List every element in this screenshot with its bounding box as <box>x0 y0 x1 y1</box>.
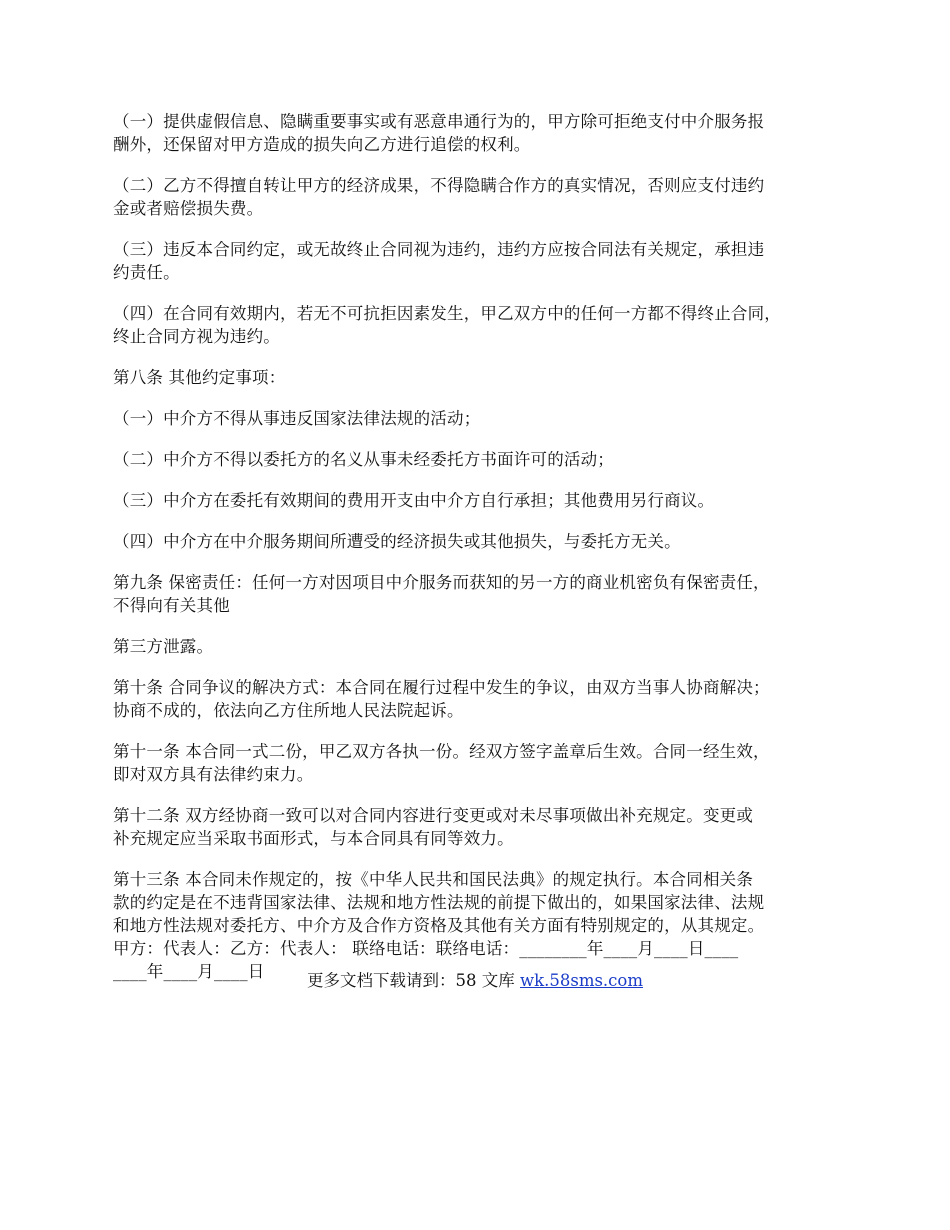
paragraph-line: （三）违反本合同约定，或无故终止合同视为违约，违约方应按合同法有关规定，承担违 <box>113 240 765 259</box>
paragraph-line: 约责任。 <box>113 263 180 282</box>
article-9 <box>113 571 853 617</box>
paragraph-line: （一）中介方不得从事违反国家法律法规的活动； <box>113 409 481 428</box>
paragraph-2 <box>113 174 853 220</box>
article-13-and-signature <box>113 868 853 983</box>
signature-line: 甲方：代表人：乙方：代表人： 联络电话：联络电话：________年____月____日____ <box>113 939 739 958</box>
paragraph-line: （四）在合同有效期内，若无不可抗拒因素发生，甲乙双方中的任何一方都不得终止合同， <box>113 304 781 323</box>
paragraph-line: 酬外，还保留对甲方造成的损失向乙方进行追偿的权利。 <box>113 135 531 154</box>
paragraph-line: 第三方泄露。 <box>113 637 214 656</box>
paragraph-line: 不得向有关其他 <box>113 596 230 615</box>
document-body <box>113 110 853 983</box>
paragraph-4 <box>113 302 853 348</box>
paragraph-line: （三）中介方在委托有效期间的费用开支由中介方自行承担；其他费用另行商议。 <box>113 491 715 510</box>
paragraph-line: 第九条 保密责任：任何一方对因项目中介服务而获知的另一方的商业机密负有保密责任， <box>113 573 770 592</box>
paragraph-line: 第八条 其他约定事项： <box>113 368 286 387</box>
paragraph-line: 协商不成的，依法向乙方住所地人民法院起诉。 <box>113 701 464 720</box>
paragraph-line: （一）提供虚假信息、隐瞒重要事实或有恶意串通行为的，甲方除可拒绝支付中介服务报 <box>113 112 765 131</box>
article-12 <box>113 804 853 850</box>
paragraph-3 <box>113 238 853 284</box>
signature-date-line: ____年____月____日 <box>113 962 265 981</box>
paragraph-line: 和地方性法规对委托方、中介方及合作方资格及其他有关方面有特别规定的，从其规定。 <box>113 916 765 935</box>
footer <box>0 969 950 992</box>
footer-text: 更多文档下载请到：58 文库 <box>306 971 520 990</box>
paragraph-line: 金或者赔偿损失费。 <box>113 199 264 218</box>
paragraph-line: （四）中介方在中介服务期间所遭受的经济损失或其他损失，与委托方无关。 <box>113 532 681 551</box>
article-8-item-3 <box>113 489 853 512</box>
paragraph-line: 第十三条 本合同未作规定的，按《中华人民共和国民法典》的规定执行。本合同相关条 <box>113 870 754 889</box>
paragraph-line: 第十条 合同争议的解决方式：本合同在履行过程中发生的争议，由双方当事人协商解决； <box>113 678 770 697</box>
footer-link[interactable]: wk.58sms.com <box>519 971 643 990</box>
paragraph-line: （二）乙方不得擅自转让甲方的经济成果，不得隐瞒合作方的真实情况，否则应支付违约 <box>113 176 765 195</box>
article-8-item-1 <box>113 407 853 430</box>
paragraph-1 <box>113 110 853 156</box>
paragraph-line: 补充规定应当采取书面形式，与本合同具有同等效力。 <box>113 829 514 848</box>
paragraph-line: 即对双方具有法律约束力。 <box>113 765 314 784</box>
article-8-item-2 <box>113 448 853 471</box>
paragraph-line: （二）中介方不得以委托方的名义从事未经委托方书面许可的活动； <box>113 450 614 469</box>
article-8-heading <box>113 366 853 389</box>
paragraph-line: 终止合同方视为违约。 <box>113 327 280 346</box>
paragraph-line: 第十二条 双方经协商一致可以对合同内容进行变更或对未尽事项做出补充规定。变更或 <box>113 806 754 825</box>
paragraph-line: 第十一条 本合同一式二份，甲乙双方各执一份。经双方签字盖章后生效。合同一经生效， <box>113 742 770 761</box>
article-9-continued <box>113 635 853 658</box>
article-11 <box>113 740 853 786</box>
paragraph-line: 款的约定是在不违背国家法律、法规和地方性法规的前提下做出的，如果国家法律、法规 <box>113 893 765 912</box>
article-10 <box>113 676 853 722</box>
article-8-item-4 <box>113 530 853 553</box>
